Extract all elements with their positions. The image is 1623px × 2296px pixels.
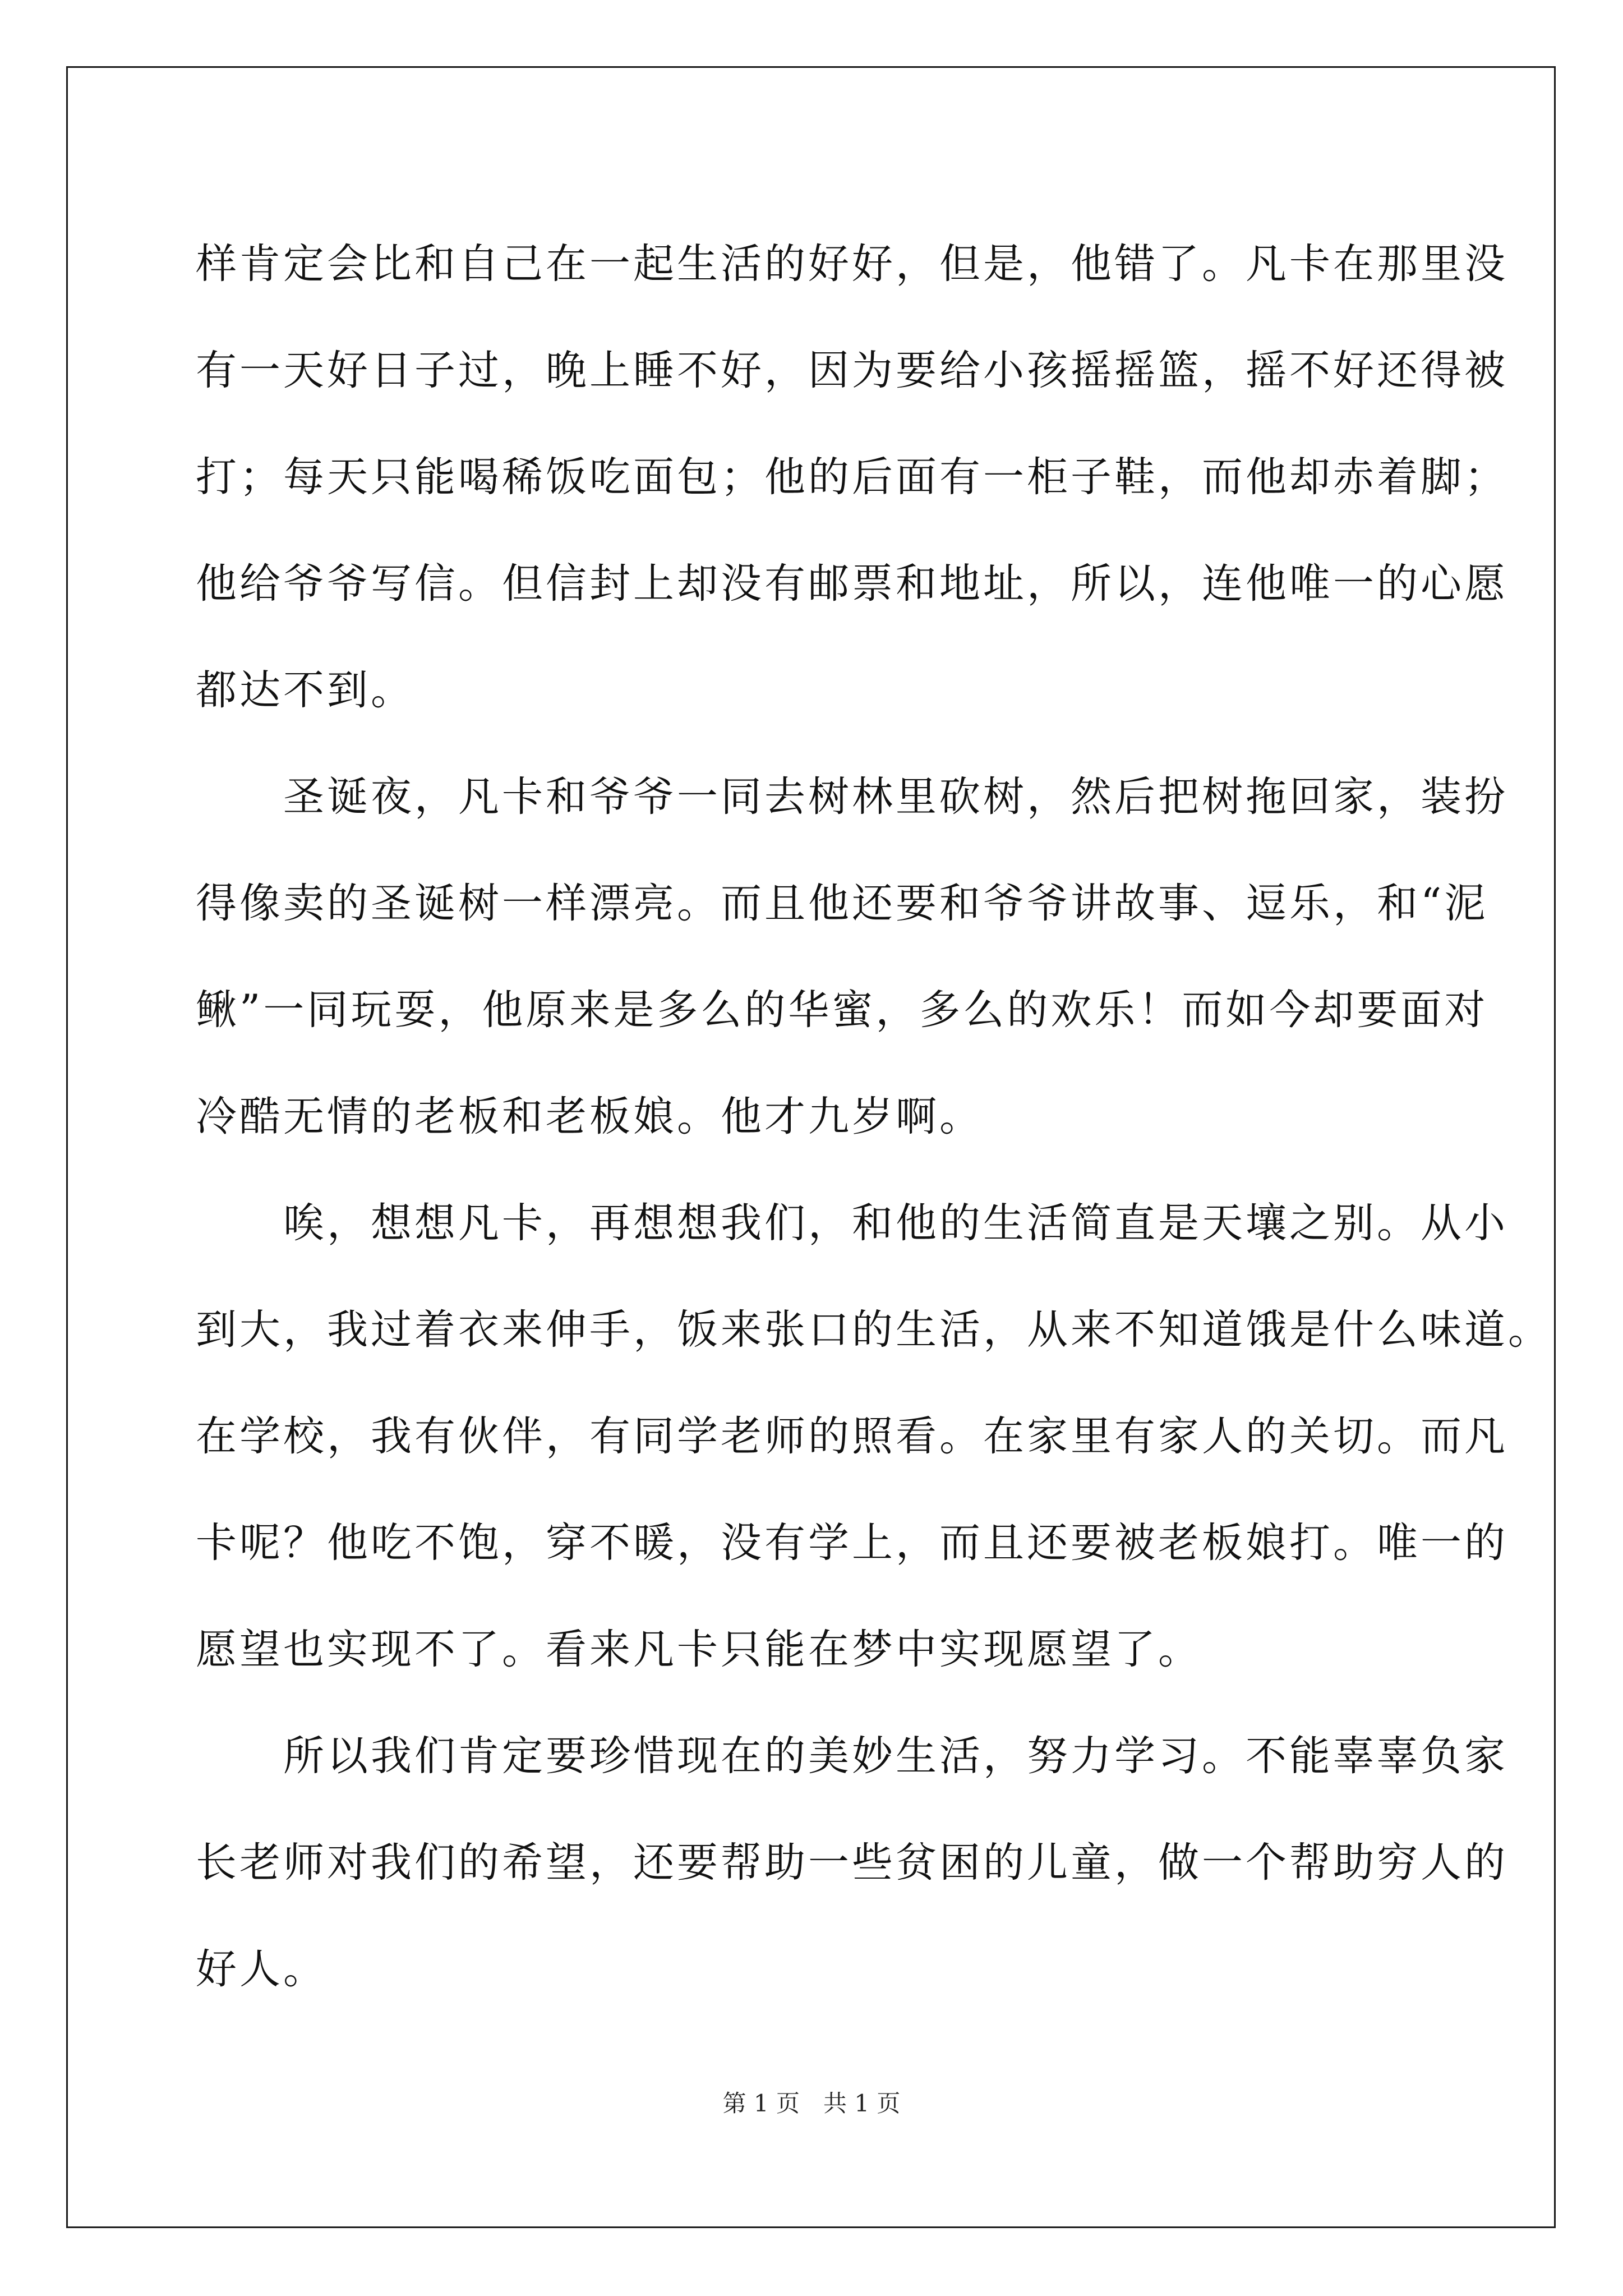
text-line: 圣诞夜，凡卡和爷爷一同去树林里砍树，然后把树拖回家，装扮 [196,773,1508,821]
text-line: 冷酷无情的老板和老板娘。他才九岁啊。 [196,1093,983,1140]
text-line: 到大，我过着衣来伸手，饭来张口的生活，从来不知道饿是什么味道。 [196,1306,1552,1354]
text-line: 所以我们肯定要珍惜现在的美妙生活，努力学习。不能辜辜负家 [196,1732,1508,1780]
text-line: 长老师对我们的希望，还要帮助一些贫困的儿童，做一个帮助穷人的 [196,1839,1508,1887]
text-line: 好人。 [196,1945,327,1993]
text-line: 有一天好日子过，晚上睡不好，因为要给小孩摇摇篮，摇不好还得被 [196,347,1508,394]
text-line: 唉，想想凡卡，再想想我们，和他的生活简直是天壤之别。从小 [196,1199,1508,1247]
text-line: 在学校，我有伙伴，有同学老师的照看。在家里有家人的关切。而凡 [196,1412,1508,1460]
text-line: 打；每天只能喝稀饭吃面包；他的后面有一柜子鞋，而他却赤着脚； [196,453,1508,501]
text-line: 鳅”一同玩耍，他原来是多么的华蜜，多么的欢乐！而如今却要面对 [196,986,1488,1034]
text-line: 得像卖的圣诞树一样漂亮。而且他还要和爷爷讲故事、逗乐，和“泥 [196,880,1488,927]
text-line: 样肯定会比和自己在一起生活的好好，但是，他错了。凡卡在那里没 [196,240,1508,288]
page-number: 第 1 页 共 1 页 [722,2090,901,2117]
text-line: 愿望也实现不了。看来凡卡只能在梦中实现愿望了。 [196,1626,1202,1673]
text-line: 卡呢？他吃不饱，穿不暖，没有学上，而且还要被老板娘打。唯一的 [196,1519,1508,1567]
text-line: 他给爷爷写信。但信封上却没有邮票和地址，所以，连他唯一的心愿 [196,560,1508,608]
text-line: 都达不到。 [196,666,414,714]
body-text [196,211,1552,2023]
